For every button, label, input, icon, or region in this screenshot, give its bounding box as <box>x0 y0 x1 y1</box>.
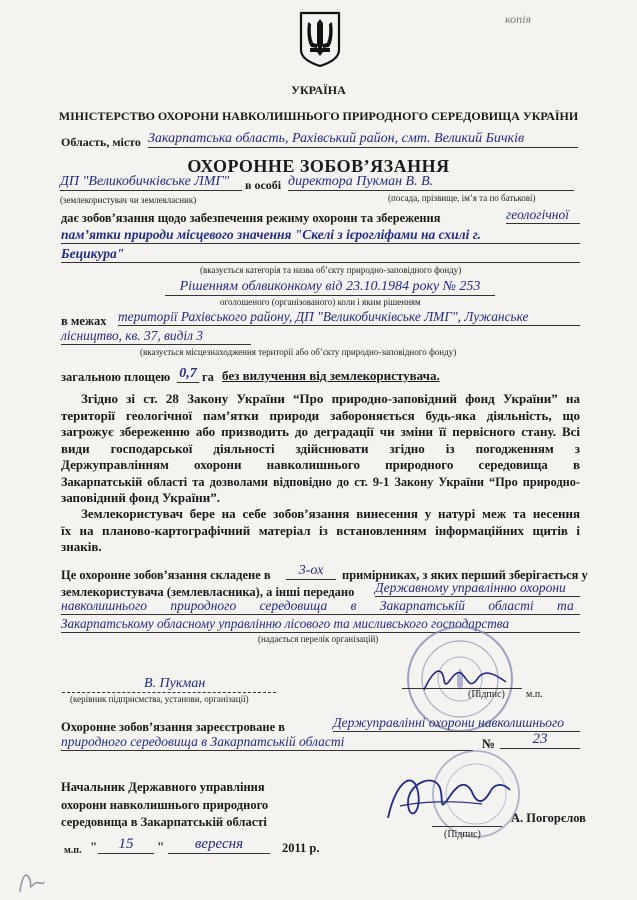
ministry-title: МІНІСТЕРСТВО ОХОРОНИ НАВКОЛИШНЬОГО ПРИРОДНОГО СЕРЕДОВИЩА УКРАЇНИ <box>58 109 579 123</box>
paragraph-line: Закарпатській області та дозволами відповідно до ст. 9-1 Закону України “Про природно- <box>61 474 580 489</box>
copies-recipients-3: Закарпатському обласному управлінню лісового та мисливського господарства <box>61 616 580 633</box>
head-title-line: охорони навколишнього природного <box>61 797 269 812</box>
manager-sign-caption: (Підпис) <box>468 689 505 700</box>
location-caption: (вказується місцезнаходження території або об’єкту природно-заповідного фонду) <box>140 347 457 357</box>
copies-prefix: Це охоронне зобов’язання складене в <box>61 568 271 582</box>
document-title: ОХОРОННЕ ЗОБОВ’ЯЗАННЯ <box>187 156 450 176</box>
paragraph-line: види господарської діяльності здійснювати згідно із погодженням з <box>61 440 580 456</box>
head-signature-icon <box>378 762 518 832</box>
date-quote-open: " <box>90 839 98 854</box>
region-label: Область, місто <box>61 135 141 149</box>
copies-suffix: примірниках, з яких перший зберігається у <box>342 568 588 582</box>
paragraph-line: Згідно зі ст. 28 Закону України “Про природно-заповідний фонд України” на <box>81 391 580 406</box>
head-mp-label: м.п. <box>64 845 82 856</box>
location-value-1: території Рахівського району, ДП "Великобичківське ЛМГ", Лужанське <box>118 309 580 326</box>
registration-no-label: № <box>482 736 496 751</box>
registration-value-1: Держуправлінні охорони навколишнього <box>333 715 580 732</box>
location-value-2: лісництво, кв. 37, виділ 3 <box>61 328 251 345</box>
area-note: без вилучення від землекористувача. <box>222 368 440 383</box>
registration-prefix: Охоронне зобов’язання зареєстроване в <box>61 720 286 734</box>
paragraph-line: їх на планово-картографічний матеріал із встановленням інформаційних щитів і <box>61 522 580 538</box>
registration-value-2: природного середовища в Закарпатській області <box>61 734 473 751</box>
paragraph-line: загрожує збереженню або призводить до деградації чи зміни її первісного стану. Всі <box>61 424 580 439</box>
paragraph-line: заповідний фонд України”. <box>61 490 220 505</box>
manager-name-value: В. Пукман <box>144 676 206 691</box>
trident-emblem-icon <box>298 10 342 68</box>
land-user-caption: (землекористувач чи землевласник) <box>60 195 197 205</box>
paragraph-line: Держуправлінням охорони навколишнього природного середовища в <box>61 457 580 472</box>
head-title-line: середовища в Закарпатській області <box>61 815 267 829</box>
object-caption: (вказується категорія та назва об’єкту природно-заповідного фонду) <box>200 265 462 275</box>
object-value-1: геологічної <box>506 207 580 224</box>
date-quote-close: " <box>157 839 165 854</box>
person-caption: (посада, прізвище, ім’я та по батькові) <box>388 193 536 203</box>
represented-by-label: в особі <box>245 178 282 192</box>
paragraph-line: Землекористувач бере на себе зобов’язання винесення у натурі меж та несення <box>81 506 580 521</box>
registration-no-value: 23 <box>500 731 580 749</box>
object-lead: дає зобов’язання щодо забезпечення режиму охорони та збереження <box>61 211 441 225</box>
copies-recipients-1: Державному управлінню охорони <box>375 580 580 597</box>
paragraph-line: знаків. <box>61 539 102 554</box>
area-label: загальною площею <box>61 370 171 384</box>
copies-caption: (надається перелік організацій) <box>258 634 379 644</box>
head-title <box>61 779 268 832</box>
head-title-line: Начальник Державного управління <box>61 780 265 794</box>
head-sign-caption: (Підпис) <box>444 829 481 840</box>
date-day-value: 15 <box>98 836 154 854</box>
head-name: А. Погорєлов <box>511 811 586 825</box>
copies-line2-prefix: землекористувача (землевласника), а інші передано <box>61 585 355 599</box>
paragraph-line: території геологічної пам’ятки природи забороняється будь-яка діяльність, що <box>61 407 580 423</box>
area-value: 0,7 <box>177 366 199 383</box>
object-value-3: Бецикура" <box>61 246 580 263</box>
region-value: Закарпатська область, Рахівський район, смт. Великий Бичків <box>148 131 578 148</box>
manager-name-line <box>62 692 276 693</box>
copies-count-value: 3-ох <box>286 563 336 580</box>
manager-caption: (керівник підприємства, установи, організації) <box>70 694 249 704</box>
date-year: 2011 р. <box>282 841 320 855</box>
paragraph-legal <box>61 391 580 507</box>
location-label: в межах <box>61 314 107 328</box>
area-unit: га <box>202 370 214 384</box>
corner-note: копія <box>505 12 532 26</box>
decision-value: Рішенням облвиконкому від 23.10.1984 року № 253 <box>165 279 495 296</box>
object-value-2: пам’ятки природи місцевого значення "Скелі з ієрогліфами на схилі г. <box>61 227 580 244</box>
decision-caption: оголошеного (організованого) коли і яким рішенням <box>220 297 421 307</box>
country-title: УКРАЇНА <box>291 83 346 97</box>
head-sign-line <box>432 826 502 827</box>
person-value: директора Пукман В. В. <box>288 174 574 191</box>
pencil-mark-icon <box>14 866 48 896</box>
land-user-value: ДП "Великобичківське ЛМГ" <box>60 174 242 191</box>
copies-recipients-2: навколишнього природного середовища в Закарпатській області та <box>61 598 580 615</box>
date-month-value: вересня <box>168 836 270 854</box>
paragraph-obligation <box>61 506 580 556</box>
manager-seal-label: м.п. <box>526 689 543 700</box>
